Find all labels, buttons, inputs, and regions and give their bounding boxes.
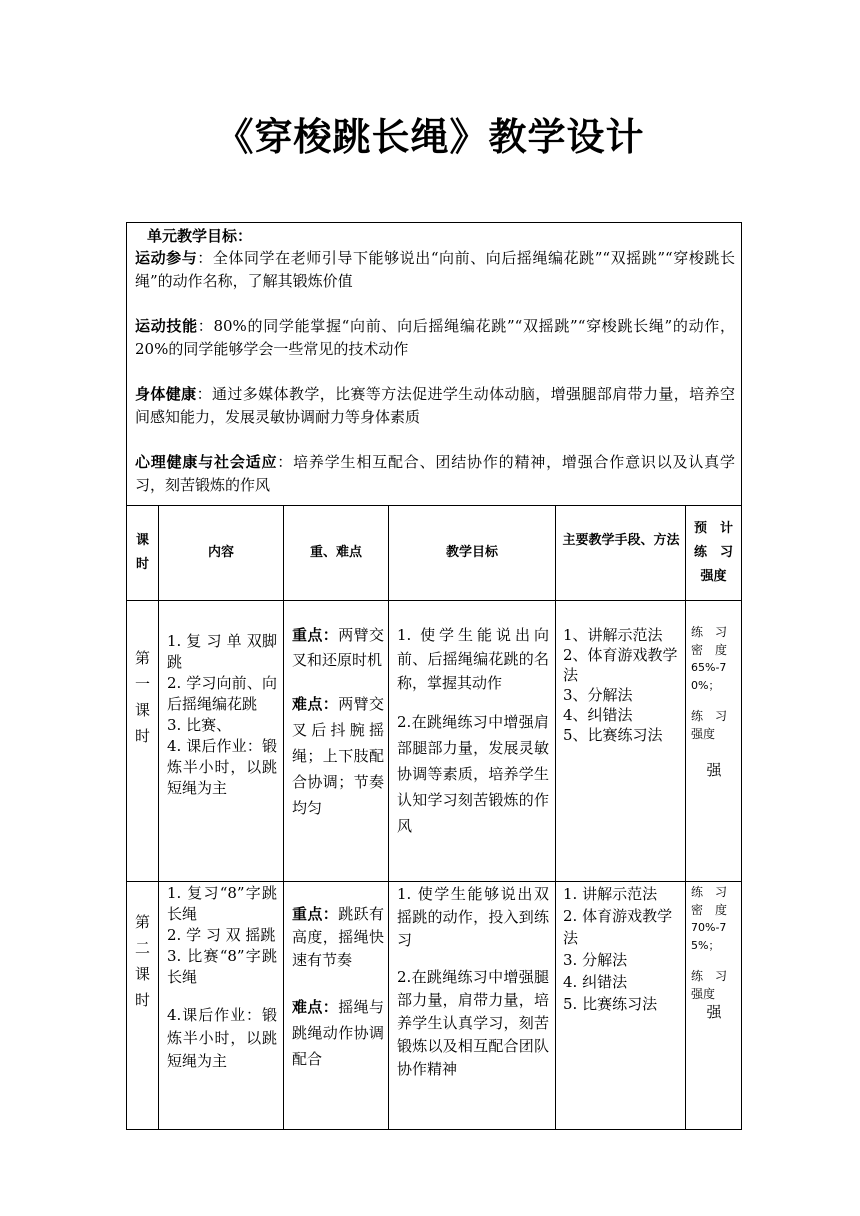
method-item: 3. 分解法 [563,951,628,969]
difficulty-point [292,994,384,1072]
content-item: 4.课后作业：锻炼半小时，以跳短绳为主 [167,1006,277,1070]
density-label: 练 习密 度 [691,885,728,917]
difficulty-text: 两臂交叉后抖腕摇绳；上下肢配合协调；节奏均匀 [292,695,384,817]
header-content: 内容 [207,545,234,560]
objective-text: ：通过多媒体教学，比赛等方法促进学生动体动脑，增强腿部肩带力量，培养空间感知能力，发展灵敏协调耐力等身体素质 [135,385,735,426]
method-item: 2. 体育游戏教学法 [563,907,673,947]
lesson-char: 时 [134,727,150,745]
row2-goals [397,883,549,1081]
method-item: 5、比赛练习法 [563,726,663,744]
key-point-label: 重点： [292,626,339,644]
lesson-char: 课 [134,701,150,719]
method-item: 1、讲解示范法 [563,626,663,644]
row-divider [127,881,741,882]
intensity-label: 练 习强度 [691,969,728,1001]
content-item: 2. 学习向前、向后摇绳编花跳 [167,674,277,713]
objective-label: 运动参与 [135,249,198,267]
difficulty-label: 难点： [292,998,339,1016]
content-item: 3. 比赛“8”字跳长绳 [167,947,277,986]
header-intensity-line: 强度 [700,569,727,584]
objective-label: 心理健康与社会适应 [135,453,278,471]
density-value: 65%-70%； [691,661,727,692]
row-divider [127,600,741,601]
method-item: 4、纠错法 [563,706,633,724]
lesson-char: 第 [134,913,150,931]
content-item: 3. 比赛、 [167,716,232,734]
difficulty-text: 摇绳与跳绳动作协调配合 [292,998,384,1068]
objective-social [135,451,735,499]
method-item: 2、体育游戏教学法 [563,646,678,684]
difficulty-label: 难点： [292,695,339,713]
row2-intensity [691,883,737,1021]
objective-participation [135,247,735,295]
content-item: 4. 课后作业：锻炼半小时，以跳短绳为主 [167,737,277,797]
row2-methods [563,883,681,1015]
goal-item: 1. 使学生能说出向前、后摇绳编花跳的名称，掌握其动作 [397,626,549,692]
document-title: 《穿梭跳长绳》教学设计 [215,115,645,159]
header-intensity-line: 练 习 [693,545,733,560]
key-point-text: 跳跃有高度，摇绳快速有节奏 [292,905,384,969]
key-point-label: 重点： [292,905,339,923]
row1-content [167,631,277,799]
column-divider [685,505,686,1129]
goal-item: 1. 使学生能够说出双摇跳的动作，投入到练习 [397,885,549,949]
header-methods: 主要教学手段、方法 [562,533,680,548]
method-item: 1. 讲解示范法 [563,885,658,903]
header-intensity [686,517,741,589]
row2-content [167,883,277,1073]
lesson-char: 第 [134,649,150,667]
lesson-char: 课 [134,965,150,983]
column-divider [388,505,389,1129]
lesson-char: 时 [134,991,150,1009]
key-point [292,903,384,972]
density-label: 练 习密 度 [691,625,728,657]
objective-health [135,383,735,431]
intensity-label: 练 习强度 [691,709,728,741]
key-point [292,623,384,673]
intensity-value: 强 [706,1003,722,1021]
key-point-text: 两臂交叉和还原时机 [292,626,384,669]
intensity-value: 强 [706,761,722,779]
lesson-char: 二 [134,939,150,957]
objective-text: ：80%的同学能掌握“向前、向后摇绳编花跳”“双摇跳”“穿梭跳长绳”的动作，20%的同学能够学会一些常见的技术动作 [135,317,735,358]
header-intensity-line: 预 计 [693,521,733,536]
lesson-plan-table [126,222,742,1130]
column-divider [283,505,284,1129]
content-item: 1. 复习“8”字跳长绳 [167,884,277,923]
lesson-char: 一 [134,675,150,693]
goal-item: 2.在跳绳练习中增强腿部力量，肩带力量，培养学生认真学习，刻苦锻炼以及相互配合团队协作精神 [397,968,549,1078]
row1-methods [563,625,681,745]
row1-intensity [691,623,737,779]
row1-goals [397,623,549,839]
objectives-heading: 单元教学目标： [147,227,253,245]
objective-label: 身体健康 [135,385,197,403]
objective-text: ：培养学生相互配合、团结协作的精神，增强合作意识以及认真学习，刻苦锻炼的作风 [135,453,735,494]
objective-skills [135,315,735,363]
header-lesson-char: 时 [135,557,149,572]
column-divider [555,505,556,1129]
objective-label: 运动技能 [135,317,198,335]
density-value: 70%-75%； [691,921,727,952]
header-lesson [127,529,158,577]
method-item: 5. 比赛练习法 [563,995,658,1013]
row2-key-points [292,903,384,1072]
difficulty-point [292,691,384,821]
content-item: 2. 学 习 双 摇跳 [167,926,276,944]
row1-lesson [127,645,158,749]
method-item: 3、分解法 [563,686,633,704]
row1-key-points [292,623,384,821]
row-divider [127,505,741,506]
column-divider [158,505,159,1129]
method-item: 4. 纠错法 [563,973,628,991]
header-lesson-char: 课 [135,533,149,548]
content-item: 1. 复 习 单 双脚跳 [167,632,277,671]
row2-lesson [127,909,158,1013]
goal-item: 2.在跳绳练习中增强肩部腿部力量，发展灵敏协调等素质，培养学生认知学习刻苦锻炼的作风 [397,713,549,835]
objective-text: ：全体同学在老师引导下能够说出“向前、向后摇绳编花跳”“双摇跳”“穿梭跳长绳”的动作名称，了解其锻炼价值 [135,249,735,290]
header-key-points: 重、难点 [309,545,362,560]
header-goals: 教学目标 [445,545,498,560]
